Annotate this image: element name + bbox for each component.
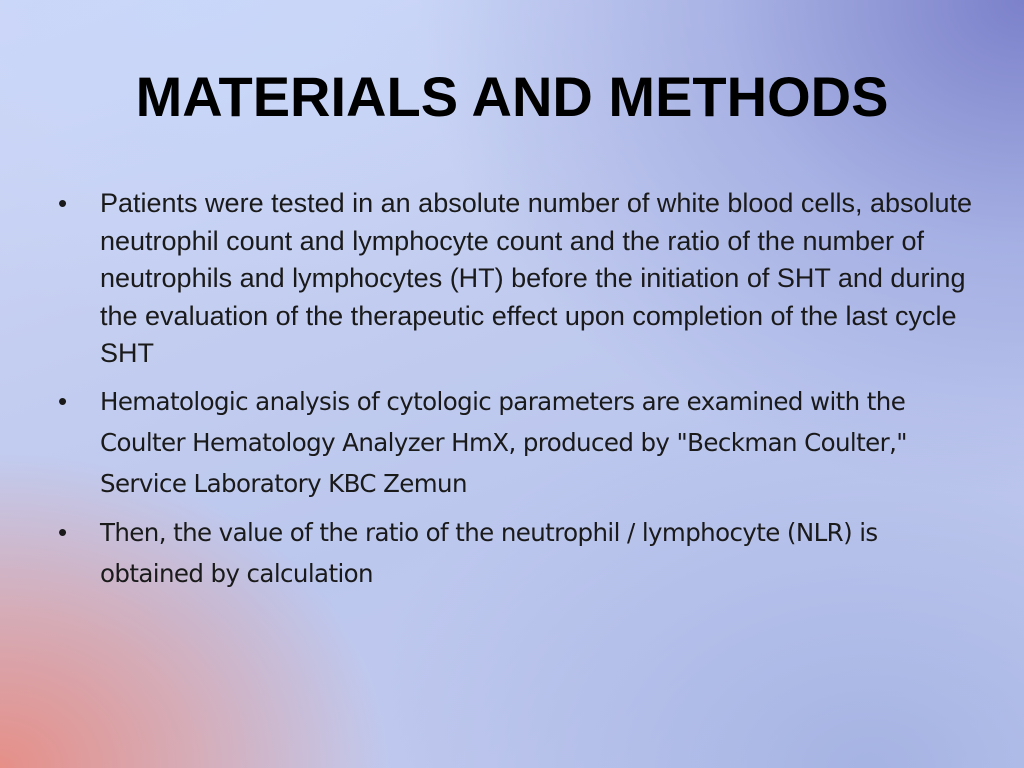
bullet-item [58, 185, 978, 373]
bullet-dot-icon: • [58, 516, 67, 547]
bullet-item [58, 381, 978, 504]
bullet-dot-icon: • [58, 385, 67, 416]
bullet-text: Patients were tested in an absolute number of white blood cells, absolute neutrophil count and lymphocyte count and the ratio of the number of neutrophils and lymphocytes (HT) before the initiation of SHT and during the evaluation of the therapeutic effect upon completion of the last cycle SHT [100, 188, 973, 368]
bullet-text: Hematologic analysis of cytologic parameters are examined with the Coulter Hematology Analyzer HmX, produced by "Beckman Coulter," Service Laboratory KBC Zemun [100, 386, 907, 498]
slide-title: MATERIALS AND METHODS [135, 65, 889, 128]
bullet-item [58, 512, 978, 594]
bullet-text: Then, the value of the ratio of the neutrophil / lymphocyte (NLR) is obtained by calculation [100, 517, 878, 588]
bullet-dot-icon: • [58, 188, 68, 218]
bullet-list [58, 185, 978, 594]
